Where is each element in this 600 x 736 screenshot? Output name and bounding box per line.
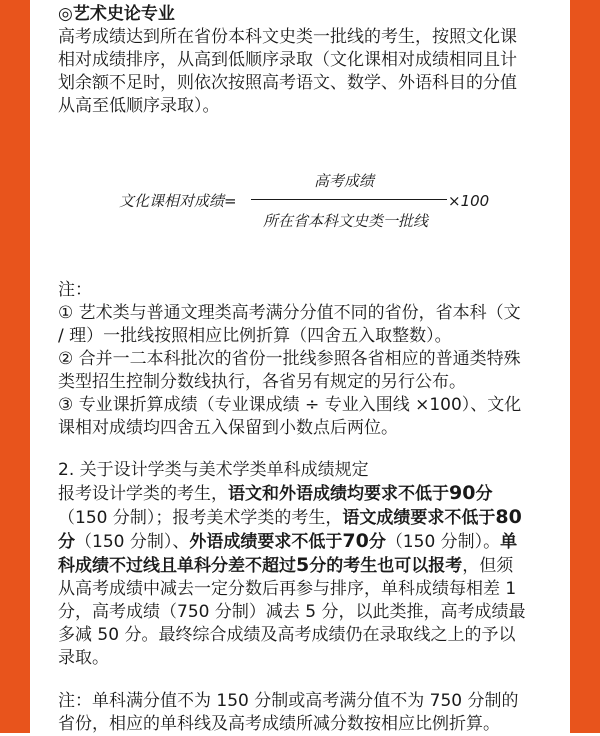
footnote-line: 注：单科满分值不为 150 分制或高考满分值不为 750 分制的: [58, 691, 519, 711]
bold-number: 70: [342, 530, 369, 552]
notes-block: [58, 279, 544, 440]
formula-denominator: 所在省本科文史类一批线: [263, 212, 429, 230]
note-line: ① 艺术类与普通文理类高考满分分值不同的省份，省本科（文: [58, 303, 521, 323]
note-line: 类型招生控制分数线执行，各省另有规定的另行公布。: [58, 372, 466, 392]
formula-multiplier: ×100: [448, 192, 490, 210]
text-run: 报考设计学类的考生，: [58, 484, 228, 504]
bold-run: 分: [368, 532, 386, 552]
bold-run: 单: [500, 532, 518, 552]
bold-run: 语文成绩要求不低于: [342, 508, 496, 528]
text-run: （150 分制）。: [385, 532, 501, 552]
notes-title: 注：: [58, 280, 92, 300]
left-accent-bar: [0, 0, 30, 733]
paragraph-line: 划余额不足时，则依次按照高考语文、数学、外语科目的分值: [58, 73, 517, 93]
bold-run: 外语成绩要求不低于: [189, 532, 343, 552]
footnote: [58, 690, 544, 736]
bold-run: 分: [58, 532, 75, 552]
section-2-line: 分，高考成绩（750 分制）减去 5 分，以此类推，高考成绩最: [58, 602, 526, 622]
section-2-title: 2. 关于设计学类与美术学类单科成绩规定: [58, 460, 369, 480]
footnote-line: 省份，相应的单科线及高考成绩所减分数按相应比例折算。: [58, 714, 500, 734]
paragraph-line: 相对成绩排序，从高到低顺序录取（文化课相对成绩相同且计: [58, 50, 517, 70]
section-2-line: [58, 482, 544, 506]
text-run: （150 分制）、: [75, 532, 190, 552]
bold-run: 语文和外语成绩均要求不低于: [228, 484, 449, 504]
bold-run: 分: [475, 484, 493, 504]
bold-number: 90: [449, 482, 476, 504]
bold-number: 80: [495, 506, 522, 528]
section-2-line: [58, 506, 544, 530]
section-2: [58, 459, 544, 670]
section-2-line: 多减 50 分。最终综合成绩及高考成绩仍在录取线之上的予以: [58, 625, 516, 645]
note-line: / 理）一批线按照相应比例折算（四舍五入取整数）。: [58, 326, 452, 346]
section-2-line: 录取。: [58, 648, 109, 668]
note-line: ② 合并一二本科批次的省份一批线参照各省相应的普通类特殊: [58, 349, 521, 369]
section-2-line: 从高考成绩中减去一定分数后再参与排序，单科成绩每相差 1: [58, 579, 517, 599]
fraction-bar: [251, 199, 447, 200]
section-2-line: [58, 530, 544, 554]
bold-number: 5: [296, 554, 310, 576]
text-run: （150 分制）；报考美术学类的考生，: [58, 508, 343, 528]
formula-numerator: 高考成绩: [314, 172, 375, 190]
bold-run: 分的考生也可以报考: [309, 556, 463, 576]
bold-run: 科成绩不过线且单科分差不超过: [58, 556, 296, 576]
text-run: ，但须: [462, 556, 514, 576]
formula-lhs: 文化课相对成绩=: [119, 192, 237, 210]
section-title: ◎艺术史论专业: [58, 4, 175, 24]
formula: [58, 170, 544, 260]
paragraph-line: 从高至低顺序录取）。: [58, 96, 220, 116]
note-line: 课相对成绩均四舍五入保留到小数点后两位。: [58, 418, 398, 438]
section-2-line: [58, 554, 544, 578]
right-accent-bar: [570, 0, 600, 733]
paragraph-line: 高考成绩达到所在省份本科文史类一批线的考生，按照文化课: [58, 27, 517, 47]
document-content: [58, 0, 544, 736]
note-line: ③ 专业课折算成绩（专业课成绩 ÷ 专业入围线 ×100）、文化: [58, 395, 522, 415]
